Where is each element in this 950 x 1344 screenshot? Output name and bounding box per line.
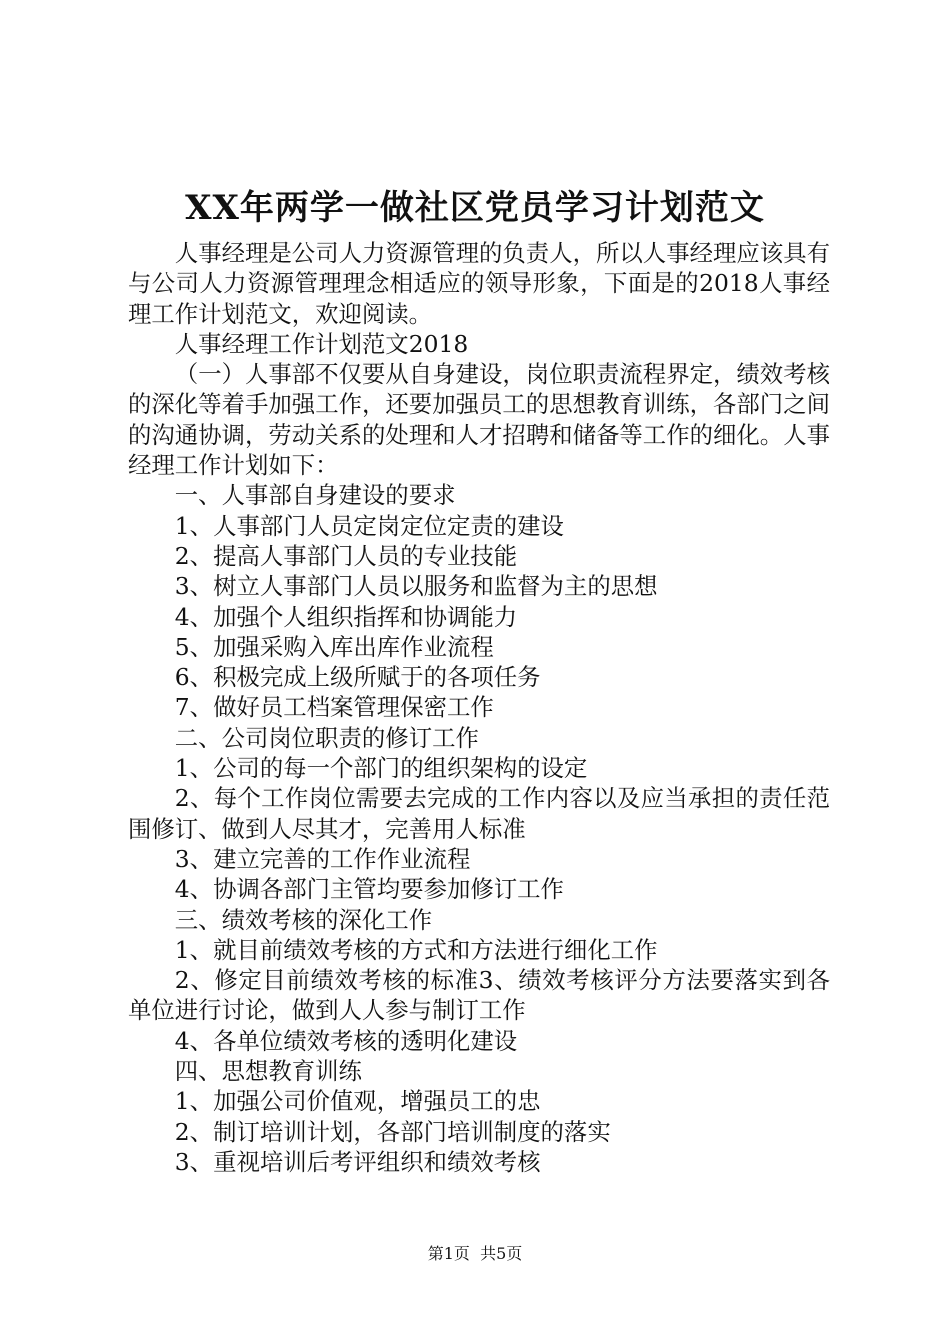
list-item: 2、制订培训计划，各部门培训制度的落实	[174, 1117, 611, 1146]
list-item: 3、重视培训后考评组织和绩效考核	[174, 1147, 541, 1176]
list-item: 4、协调各部门主管均要参加修订工作	[174, 875, 564, 904]
list-item: 1、人事部门人员定岗定位定责的建设	[174, 511, 564, 540]
list-item: 3、树立人事部门人员以服务和监督为主的思想	[174, 572, 658, 601]
page-number-footer: 第1页 共5页	[427, 1244, 523, 1263]
list-item: 1、加强公司价值观，增强员工的忠	[174, 1087, 541, 1116]
list-item: 1、就目前绩效考核的方式和方法进行细化工作	[174, 935, 658, 964]
paragraph-overview: （一）人事部不仅要从自身建设，岗位职责流程界定，绩效考核的深化等着手加强工作，还要加强员工的思想教育训练，各部门之间的沟通协调，劳动关系的处理和人才招聘和储备等工作的细化。人事经理工作计划如下：	[128, 360, 830, 480]
paragraph-intro: 人事经理是公司人力资源管理的负责人，所以人事经理应该具有与公司人力资源管理理念相适应的领导形象，下面是的2018人事经理工作计划范文，欢迎阅读。	[128, 239, 830, 328]
list-item: 4、各单位绩效考核的透明化建设	[174, 1026, 518, 1055]
list-item: 1、公司的每一个部门的组织架构的设定	[174, 754, 588, 783]
section-heading-2: 二、公司岗位职责的修订工作	[174, 723, 479, 752]
list-item: 2、提高人事部门人员的专业技能	[174, 541, 518, 570]
list-item: 2、修定目前绩效考核的标准3、绩效考核评分方法要落实到各单位进行讨论，做到人人参与制订工作	[128, 966, 830, 1025]
paragraph-subtitle: 人事经理工作计划范文2018	[174, 329, 469, 358]
section-heading-1: 一、人事部自身建设的要求	[174, 481, 456, 510]
list-item: 4、加强个人组织指挥和协调能力	[174, 602, 518, 631]
document-body	[128, 238, 830, 1177]
list-item: 7、做好员工档案管理保密工作	[174, 693, 494, 722]
list-item: 6、积极完成上级所赋于的各项任务	[174, 663, 541, 692]
list-item: 3、建立完善的工作作业流程	[174, 844, 471, 873]
document-title: XX年两学一做社区党员学习计划范文	[185, 188, 765, 228]
section-heading-3: 三、绩效考核的深化工作	[174, 905, 433, 934]
list-item: 2、每个工作岗位需要去完成的工作内容以及应当承担的责任范围修订、做到人尽其才，完善用人标准	[128, 784, 830, 843]
section-heading-4: 四、思想教育训练	[174, 1057, 362, 1086]
list-item: 5、加强采购入库出库作业流程	[174, 632, 494, 661]
